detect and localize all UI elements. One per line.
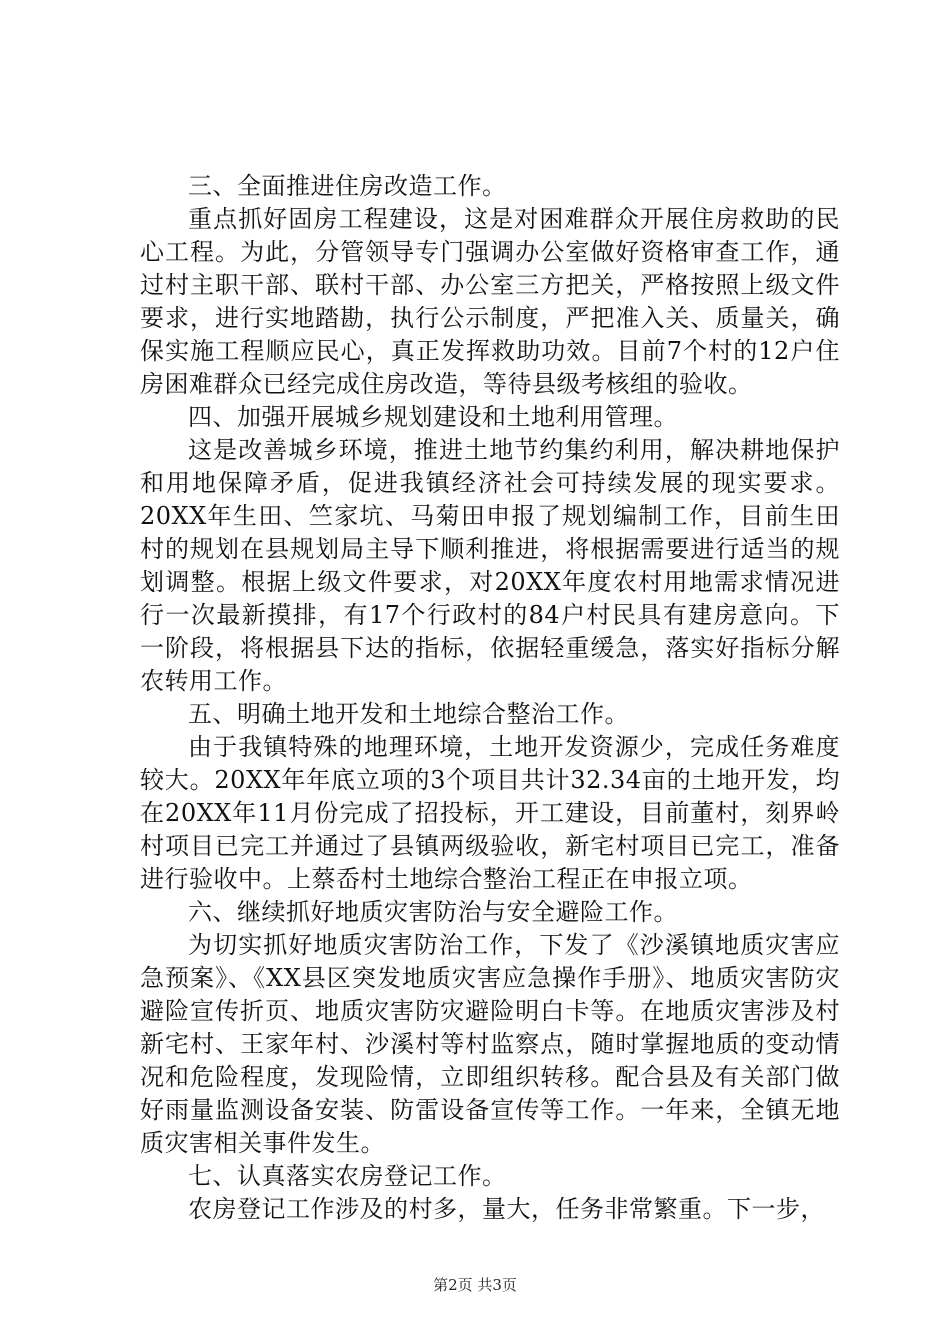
section-paragraph-6: 为切实抓好地质灾害防治工作，下发了《沙溪镇地质灾害应急预案》、《XX县区突发地质灾害应急操作手册》、地质灾害防灾避险宣传折页、地质灾害防灾避险明白卡等。在地质灾害涉及村新宅村、王家年村、沙溪村等村监察点，随时掌握地质的变动情况和危险程度，发现险情，立即组织转移。配合县及有关部门做好雨量监测设备安装、防雷设备宣传等工作。一年来，全镇无地质灾害相关事件发生。 xyxy=(140,931,840,1157)
section-heading-5: 五、明确土地开发和土地综合整治工作。 xyxy=(188,700,629,728)
section-paragraph-7: 农房登记工作涉及的村多，量大，任务非常繁重。下一步， xyxy=(188,1195,825,1223)
section-heading-6: 六、继续抓好地质灾害防治与安全避险工作。 xyxy=(188,898,678,926)
section-paragraph-5: 由于我镇特殊的地理环境，土地开发资源少，完成任务难度较大。20XX年年底立项的3个项目共计32.34亩的土地开发，均在20XX年11月份完成了招投标，开工建设，目前董村，刻界岭村项目已完工并通过了县镇两级验收，新宅村项目已完工，准备进行验收中。上蔡岙村土地综合整治工程正在申报立项。 xyxy=(140,733,840,893)
document-body xyxy=(140,170,840,1226)
section-heading-7: 七、认真落实农房登记工作。 xyxy=(188,1162,507,1190)
page-number-footer: 第2页 共3页 xyxy=(433,1276,517,1294)
section-paragraph-3: 重点抓好固房工程建设，这是对困难群众开展住房救助的民心工程。为此，分管领导专门强调办公室做好资格审查工作，通过村主职干部、联村干部、办公室三方把关，严格按照上级文件要求，进行实地踏勘，执行公示制度，严把准入关、质量关，确保实施工程顺应民心，真正发挥救助功效。目前7个村的12户住房困难群众已经完成住房改造，等待县级考核组的验收。 xyxy=(140,205,840,398)
section-heading-3: 三、全面推进住房改造工作。 xyxy=(188,172,507,200)
section-heading-4: 四、加强开展城乡规划建设和土地利用管理。 xyxy=(188,403,678,431)
section-paragraph-4: 这是改善城乡环境，推进土地节约集约利用，解决耕地保护和用地保障矛盾，促进我镇经济社会可持续发展的现实要求。20XX年生田、竺家坑、马菊田申报了规划编制工作，目前生田村的规划在县规划局主导下顺利推进，将根据需要进行适当的规划调整。根据上级文件要求，对20XX年度农村用地需求情况进行一次最新摸排，有17个行政村的84户村民具有建房意向。下一阶段，将根据县下达的指标，依据轻重缓急，落实好指标分解农转用工作。 xyxy=(140,436,840,695)
